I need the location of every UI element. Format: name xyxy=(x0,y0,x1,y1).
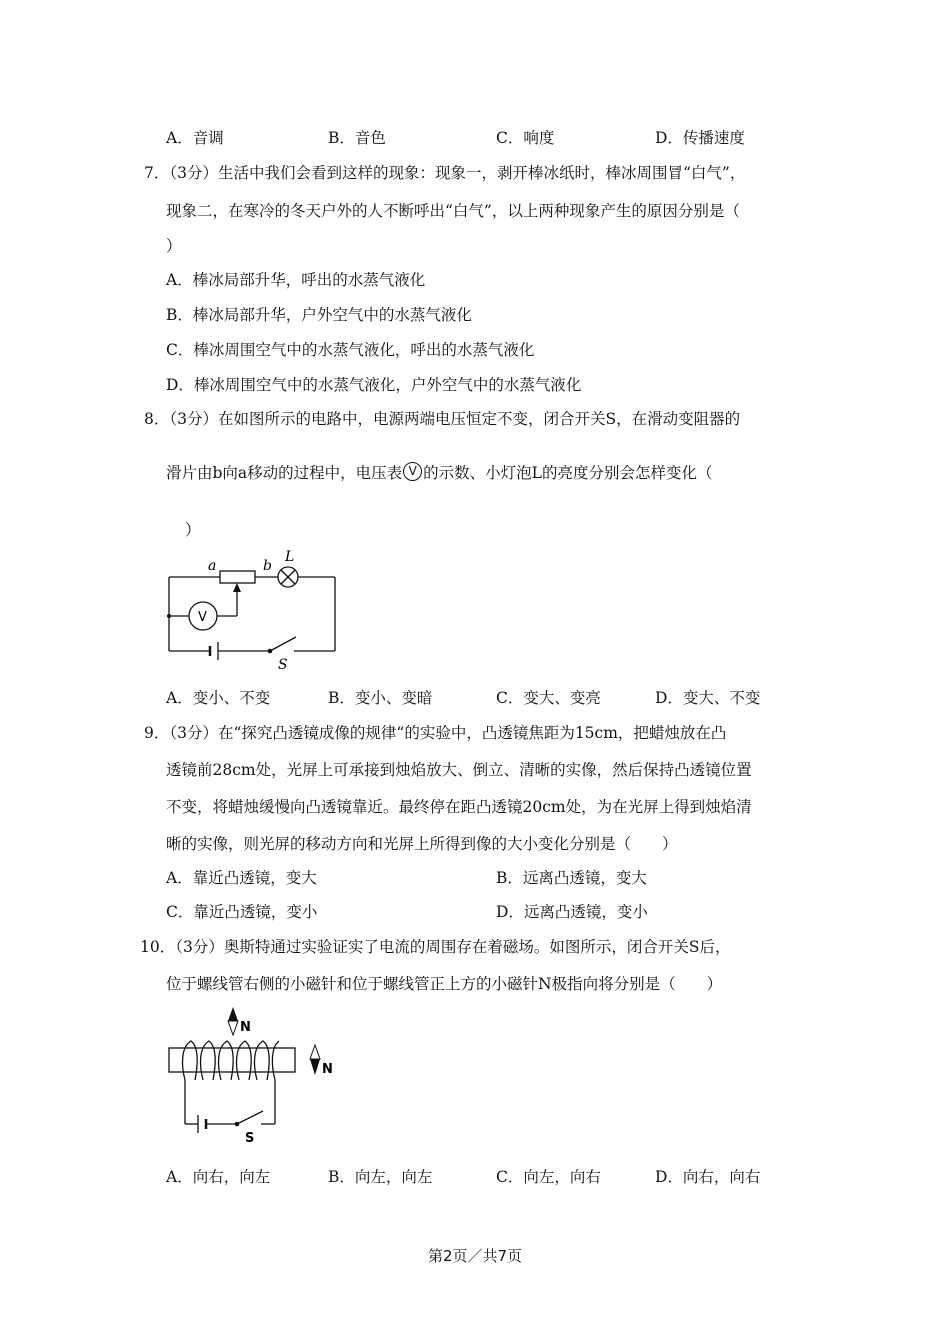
q8-option-c: C．变大、变亮 xyxy=(496,689,601,707)
q8-stem-line2a: 滑片由b向a移动的过程中，电压表 xyxy=(166,464,403,482)
q9-stem-line3: 不变，将蜡烛缓慢向凸透镜靠近。最终停在距凸透镜20cm处，为在光屏上得到烛焰清 xyxy=(166,798,752,816)
q10-solenoid-figure xyxy=(165,1005,355,1145)
label-n-top: N xyxy=(240,1020,251,1035)
q7-stem-line3: ） xyxy=(166,237,182,255)
slider-arrow xyxy=(233,583,241,592)
switch-lever-q10 xyxy=(237,1111,263,1124)
q8-option-b: B．变小、变暗 xyxy=(328,689,433,707)
q8-stem-line1: 8．（3分）在如图所示的电路中，电源两端电压恒定不变，闭合开关S，在滑动变阻器的 xyxy=(144,410,741,428)
solenoid-coil xyxy=(183,1041,279,1080)
voltmeter-symbol: V xyxy=(403,462,422,481)
q9-option-a: A．靠近凸透镜，变大 xyxy=(166,869,317,887)
q10-option-d: D．向右，向右 xyxy=(655,1168,761,1186)
q6-option-b: B．音色 xyxy=(328,129,386,147)
q8-stem-line2b: 的示数、小灯泡L的亮度分别会怎样变化（ xyxy=(423,464,713,482)
q6-option-a: A．音调 xyxy=(166,129,224,147)
switch-lever xyxy=(270,637,296,651)
q8-stem-line2 xyxy=(166,461,712,483)
compass-right xyxy=(310,1045,320,1059)
q10-option-a: A．向右，向左 xyxy=(166,1168,271,1186)
q8-option-a: A．变小、不变 xyxy=(166,689,271,707)
q9-option-c: C．靠近凸透镜，变小 xyxy=(166,903,318,921)
q8-option-d: D．变大、不变 xyxy=(655,689,761,707)
label-s: S xyxy=(278,657,288,673)
q9-stem-line4: 晰的实像，则光屏的移动方向和光屏上所得到像的大小变化分别是（ ） xyxy=(166,835,678,853)
q10-option-c: C．向左，向右 xyxy=(496,1168,601,1186)
label-b: b xyxy=(263,558,272,574)
q8-stem-line3: ） xyxy=(185,521,201,539)
compass-top-north xyxy=(228,1007,238,1021)
rheostat-resistor xyxy=(220,571,255,583)
q6-option-d: D．传播速度 xyxy=(655,129,745,147)
label-a: a xyxy=(208,558,217,574)
q9-option-b: B．远离凸透镜，变大 xyxy=(496,869,647,887)
q7-option-d: D．棒冰周围空气中的水蒸气液化，户外空气中的水蒸气液化 xyxy=(166,376,582,394)
q7-option-b: B．棒冰局部升华，户外空气中的水蒸气液化 xyxy=(166,306,472,324)
label-l: L xyxy=(285,549,295,565)
q6-option-c: C．响度 xyxy=(496,129,555,147)
page-footer: 第2页／共7页 xyxy=(427,1247,523,1265)
solenoid-core xyxy=(169,1048,295,1072)
label-s-q10: S xyxy=(245,1131,255,1146)
q7-option-c: C．棒冰周围空气中的水蒸气液化，呼出的水蒸气液化 xyxy=(166,341,535,359)
q9-stem-line2: 透镜前28cm处，光屏上可承接到烛焰放大、倒立、清晰的实像，然后保持凸透镜位置 xyxy=(166,761,752,779)
q7-stem-line1: 7．（3分）生活中我们会看到这样的现象：现象一，剥开棒冰纸时，棒冰周围冒“白气”， xyxy=(144,164,746,182)
q10-option-b: B．向左，向左 xyxy=(328,1168,433,1186)
label-v: V xyxy=(198,610,207,625)
q7-stem-line2: 现象二，在寒冷的冬天户外的人不断呼出“白气”，以上两种现象产生的原因分别是（ xyxy=(166,202,740,220)
q8-circuit-figure xyxy=(160,548,360,673)
q9-option-d: D．远离凸透镜，变小 xyxy=(496,903,648,921)
q9-stem-line1: 9．（3分）在“探究凸透镜成像的规律“的实验中，凸透镜焦距为15cm，把蜡烛放在凸 xyxy=(144,724,727,742)
q10-stem-line2: 位于螺线管右侧的小磁针和位于螺线管正上方的小磁针N极指向将分别是（ ） xyxy=(166,975,723,993)
label-n-right: N xyxy=(322,1062,333,1077)
q10-stem-line1: 10．（3分）奥斯特通过实验证实了电流的周围存在着磁场。如图所示，闭合开关S后， xyxy=(140,938,731,956)
q7-option-a: A．棒冰局部升华，呼出的水蒸气液化 xyxy=(166,271,426,289)
